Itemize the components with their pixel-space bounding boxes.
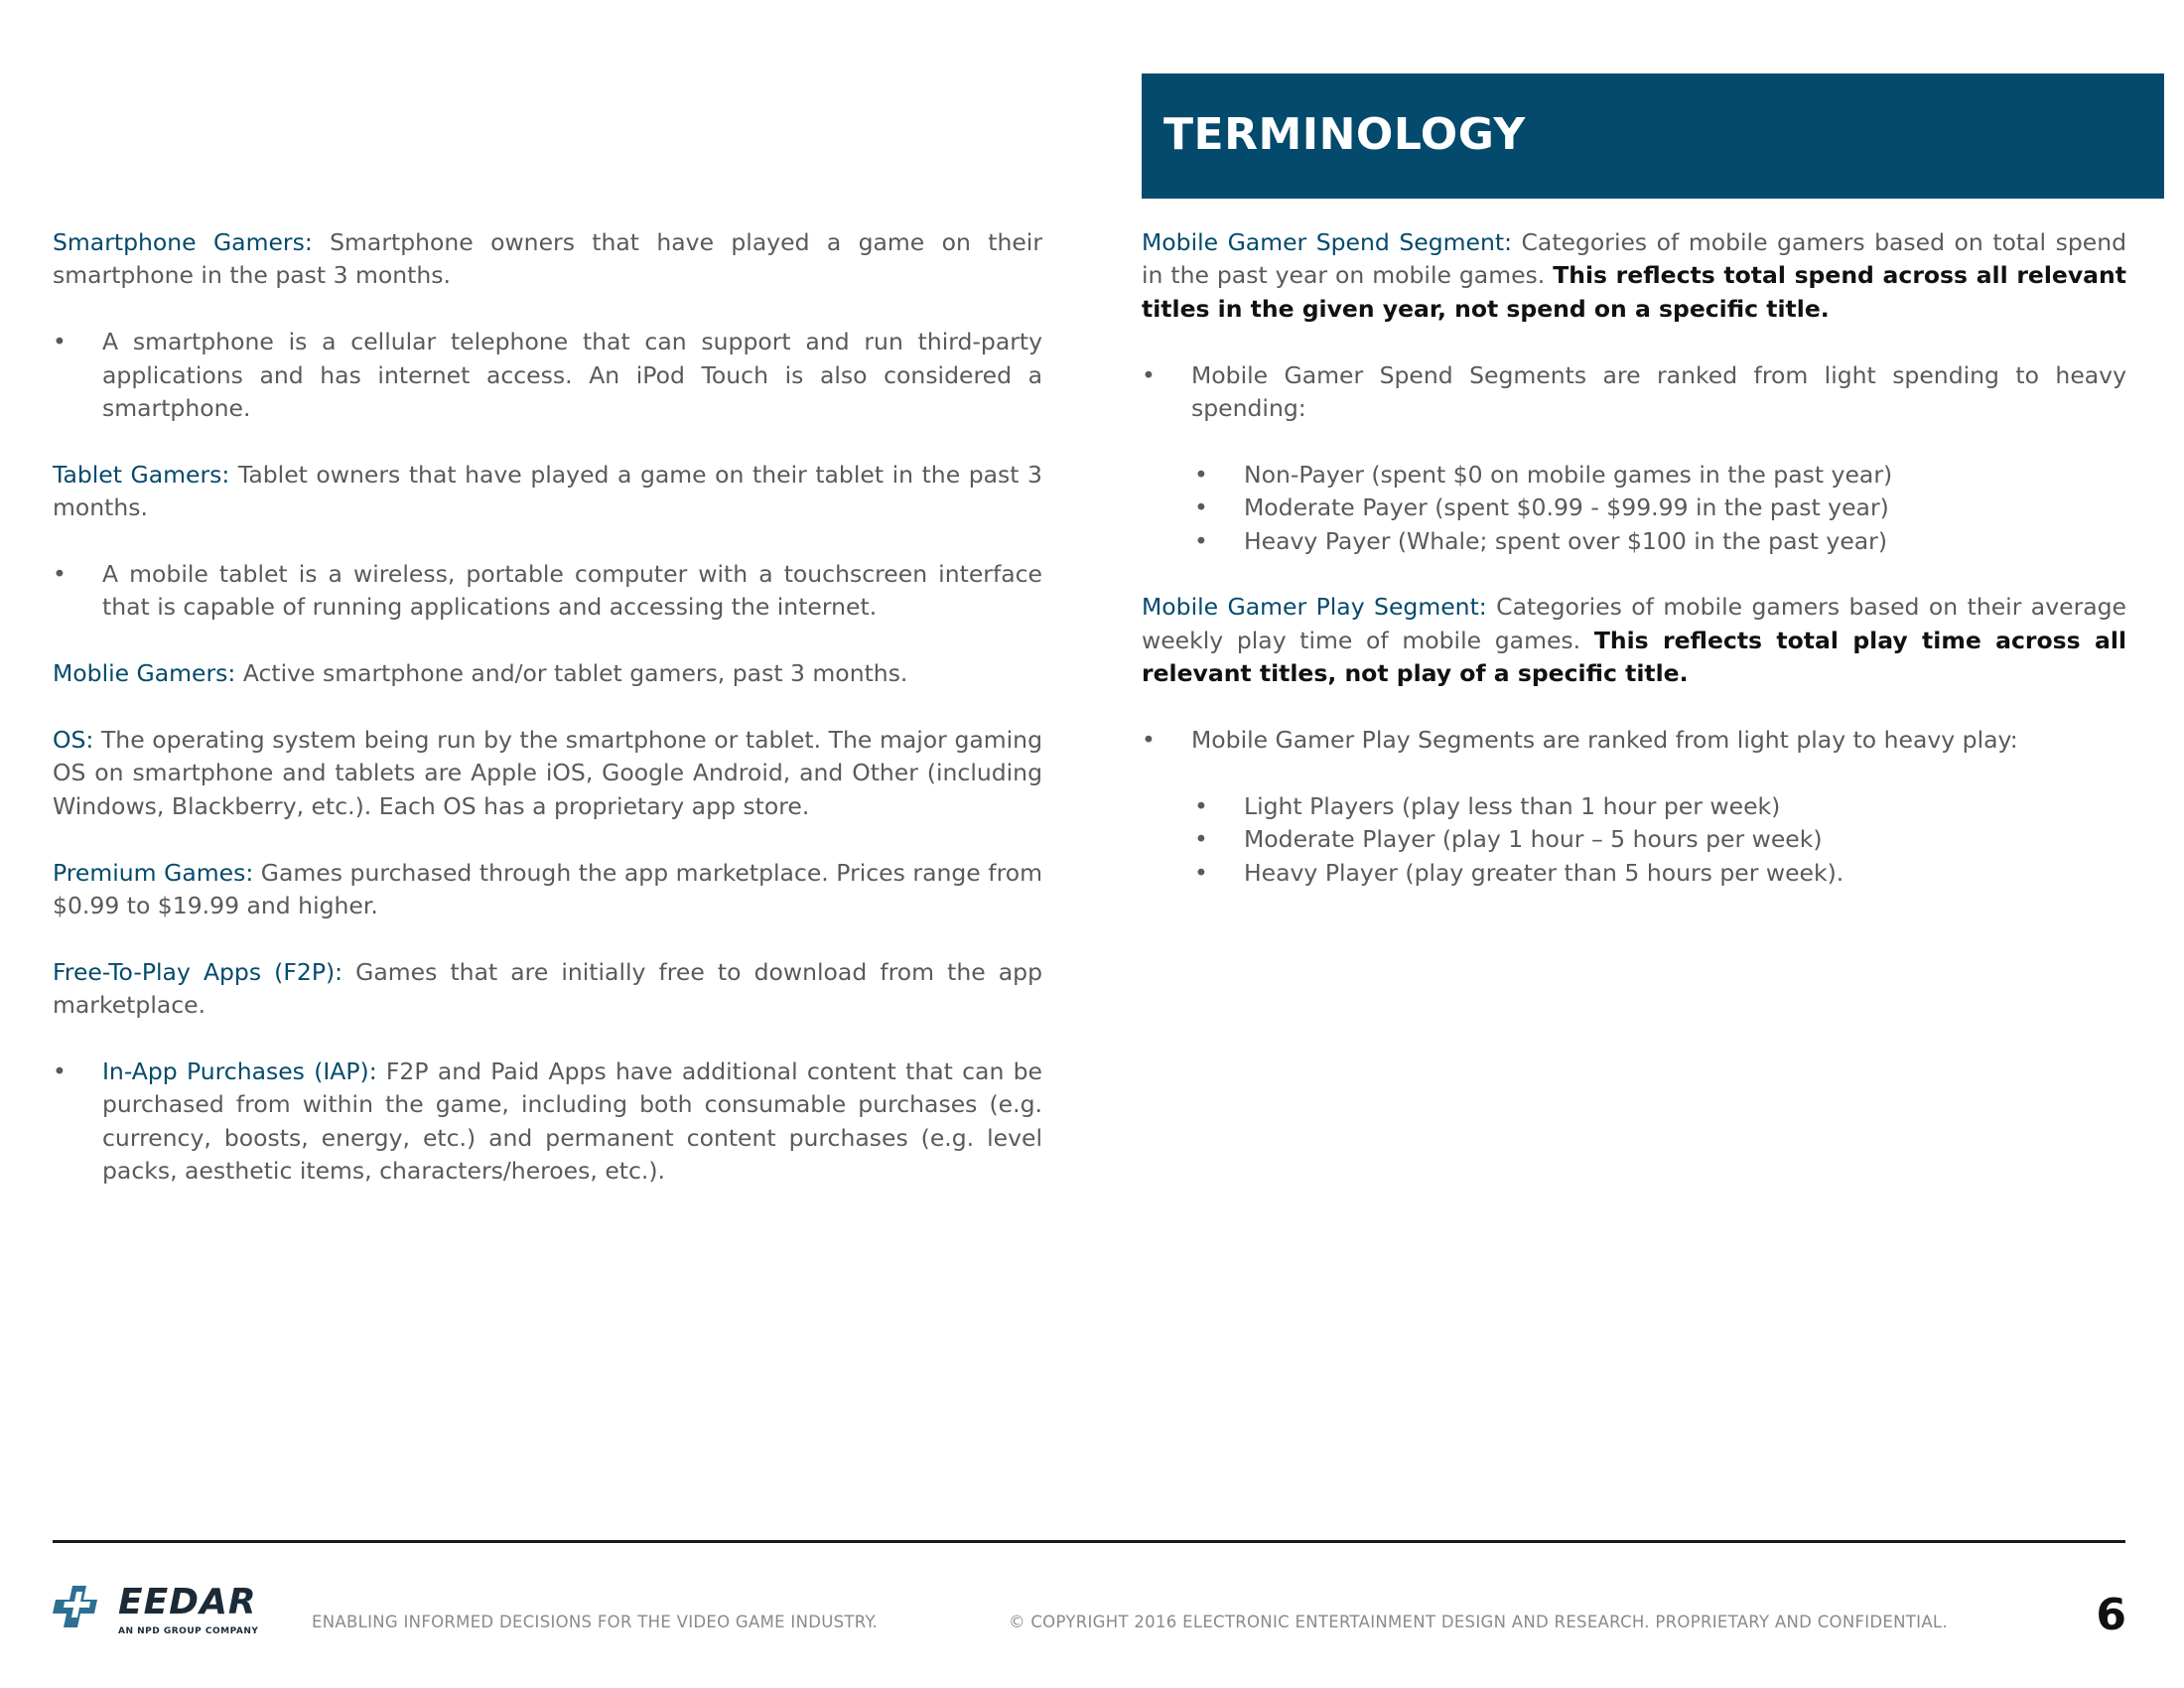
list-item: [1142, 857, 2126, 890]
right-column: [1142, 226, 2126, 922]
bullet-list: [1142, 724, 2126, 757]
term-label: Free-To-Play Apps (F2P):: [53, 957, 343, 986]
bullet-dot-icon: •: [1142, 360, 1156, 389]
list-item-text: F2P and Paid Apps have additional content that can be purchased from within the game, including both consumable purchases (e.g. currency, boosts, energy, etc.) and permanent content purchases (e.g. level packs, aesthetic items, characters/heroes, etc.).: [102, 1057, 1042, 1186]
bullet-dot-icon: •: [1194, 526, 1208, 555]
emphasis-text: This reflects total spend across all relevant titles in the given year, not spend on a specific title.: [1142, 261, 2126, 323]
bullet-dot-icon: •: [1194, 825, 1208, 854]
list-item: [1142, 459, 2126, 492]
bullet-dot-icon: •: [1194, 858, 1208, 887]
definition-spend-segment: [1142, 226, 2126, 326]
footer-divider: [53, 1540, 2125, 1543]
footer-copyright: © COPYRIGHT 2016 ELECTRONIC ENTERTAINMENT DESIGN AND RESEARCH. PROPRIETARY AND CONFIDENTIAL.: [1009, 1613, 1948, 1631]
list-item: [53, 558, 1042, 625]
sub-bullet-list: [1142, 790, 2126, 890]
list-item-text: Heavy Payer (Whale; spent over $100 in the past year): [1244, 526, 1888, 555]
page-number: 6: [2096, 1590, 2126, 1640]
page-title: TERMINOLOGY: [1163, 109, 1526, 160]
eedar-logo-icon: [53, 1582, 112, 1641]
definition-os: [53, 724, 1042, 823]
bullet-dot-icon: •: [53, 1057, 67, 1086]
definition-tablet: [53, 459, 1042, 525]
term-label: Smartphone Gamers:: [53, 228, 313, 256]
term-label: Premium Games:: [53, 858, 254, 887]
bullet-dot-icon: •: [53, 560, 67, 589]
bullet-dot-icon: •: [1194, 493, 1208, 522]
definition-play-segment: [1142, 591, 2126, 690]
term-definition: Games that are initially free to download from the app marketplace.: [53, 957, 1042, 1020]
list-item-text: A smartphone is a cellular telephone that can support and run third-party applications and has internet access. An iPod Touch is also considered a smartphone.: [102, 328, 1042, 423]
emphasis-text: This reflects total play time across all relevant titles, not play of a specific title.: [1142, 626, 2126, 688]
bullet-list: [1142, 359, 2126, 426]
list-item: [53, 326, 1042, 425]
definition-smartphone: [53, 226, 1042, 293]
bullet-dot-icon: •: [53, 328, 67, 356]
bullet-dot-icon: •: [1194, 791, 1208, 820]
bullet-list: [53, 326, 1042, 425]
bullet-list: [53, 1055, 1042, 1189]
term-definition: Smartphone owners that have played a game on their smartphone in the past 3 months.: [53, 228, 1042, 290]
list-item: [1142, 525, 2126, 558]
term-definition: Categories of mobile gamers based on their average weekly play time of mobile games.: [1142, 593, 2127, 654]
term-label: Mobile Gamer Spend Segment:: [1142, 228, 1512, 256]
brand-subtitle: AN NPD GROUP COMPANY: [118, 1626, 259, 1636]
term-label: Tablet Gamers:: [53, 460, 230, 489]
term-label: In-App Purchases (IAP):: [102, 1057, 377, 1086]
definition-mobile: [53, 657, 1042, 690]
list-item: [53, 1055, 1042, 1189]
list-item: [1142, 790, 2126, 823]
list-item-text: Moderate Payer (spent $0.99 - $99.99 in the past year): [1244, 493, 1889, 522]
term-definition: Active smartphone and/or tablet gamers, past 3 months.: [235, 659, 908, 688]
list-item: [1142, 724, 2126, 757]
term-definition: Categories of mobile gamers based on total spend in the past year on mobile games.: [1142, 228, 2126, 290]
term-label: OS:: [53, 726, 94, 755]
list-item-text: Mobile Gamer Spend Segments are ranked from light spending to heavy spending:: [1191, 360, 2126, 423]
section-banner: [1142, 73, 2164, 199]
definition-premium: [53, 857, 1042, 923]
bullet-list: [53, 558, 1042, 625]
list-item: [1142, 492, 2126, 524]
list-item: [1142, 359, 2126, 426]
list-item-text: Mobile Gamer Play Segments are ranked from light play to heavy play:: [1191, 726, 2018, 755]
term-label: Moblie Gamers:: [53, 659, 236, 688]
left-column: [53, 226, 1042, 1221]
definition-f2p: [53, 956, 1042, 1023]
list-item-text: A mobile tablet is a wireless, portable computer with a touchscreen interface that is capable of running applications and accessing the internet.: [102, 560, 1042, 622]
list-item-text: Heavy Player (play greater than 5 hours per week).: [1244, 858, 1844, 887]
brand-logo: [53, 1582, 261, 1641]
term-definition: Games purchased through the app marketplace. Prices range from $0.99 to $19.99 and higher.: [53, 858, 1042, 920]
list-item-text: Non-Payer (spent $0 on mobile games in the past year): [1244, 460, 1893, 489]
term-definition: Tablet owners that have played a game on their tablet in the past 3 months.: [53, 460, 1042, 522]
brand-name: EEDAR: [118, 1582, 257, 1622]
list-item-text: Light Players (play less than 1 hour per week): [1244, 791, 1781, 820]
bullet-dot-icon: •: [1142, 726, 1156, 755]
term-label: Mobile Gamer Play Segment:: [1142, 593, 1487, 622]
footer-tagline: ENABLING INFORMED DECISIONS FOR THE VIDEO GAME INDUSTRY.: [312, 1613, 879, 1631]
list-item-text: Moderate Player (play 1 hour – 5 hours per week): [1244, 825, 1823, 854]
term-definition: The operating system being run by the smartphone or tablet. The major gaming OS on smartphone and tablets are Apple iOS, Google Android, and Other (including Windows, Blackberry, etc.). Each OS has a proprietary app store.: [53, 726, 1042, 820]
sub-bullet-list: [1142, 459, 2126, 558]
list-item: [1142, 823, 2126, 856]
bullet-dot-icon: •: [1194, 460, 1208, 489]
